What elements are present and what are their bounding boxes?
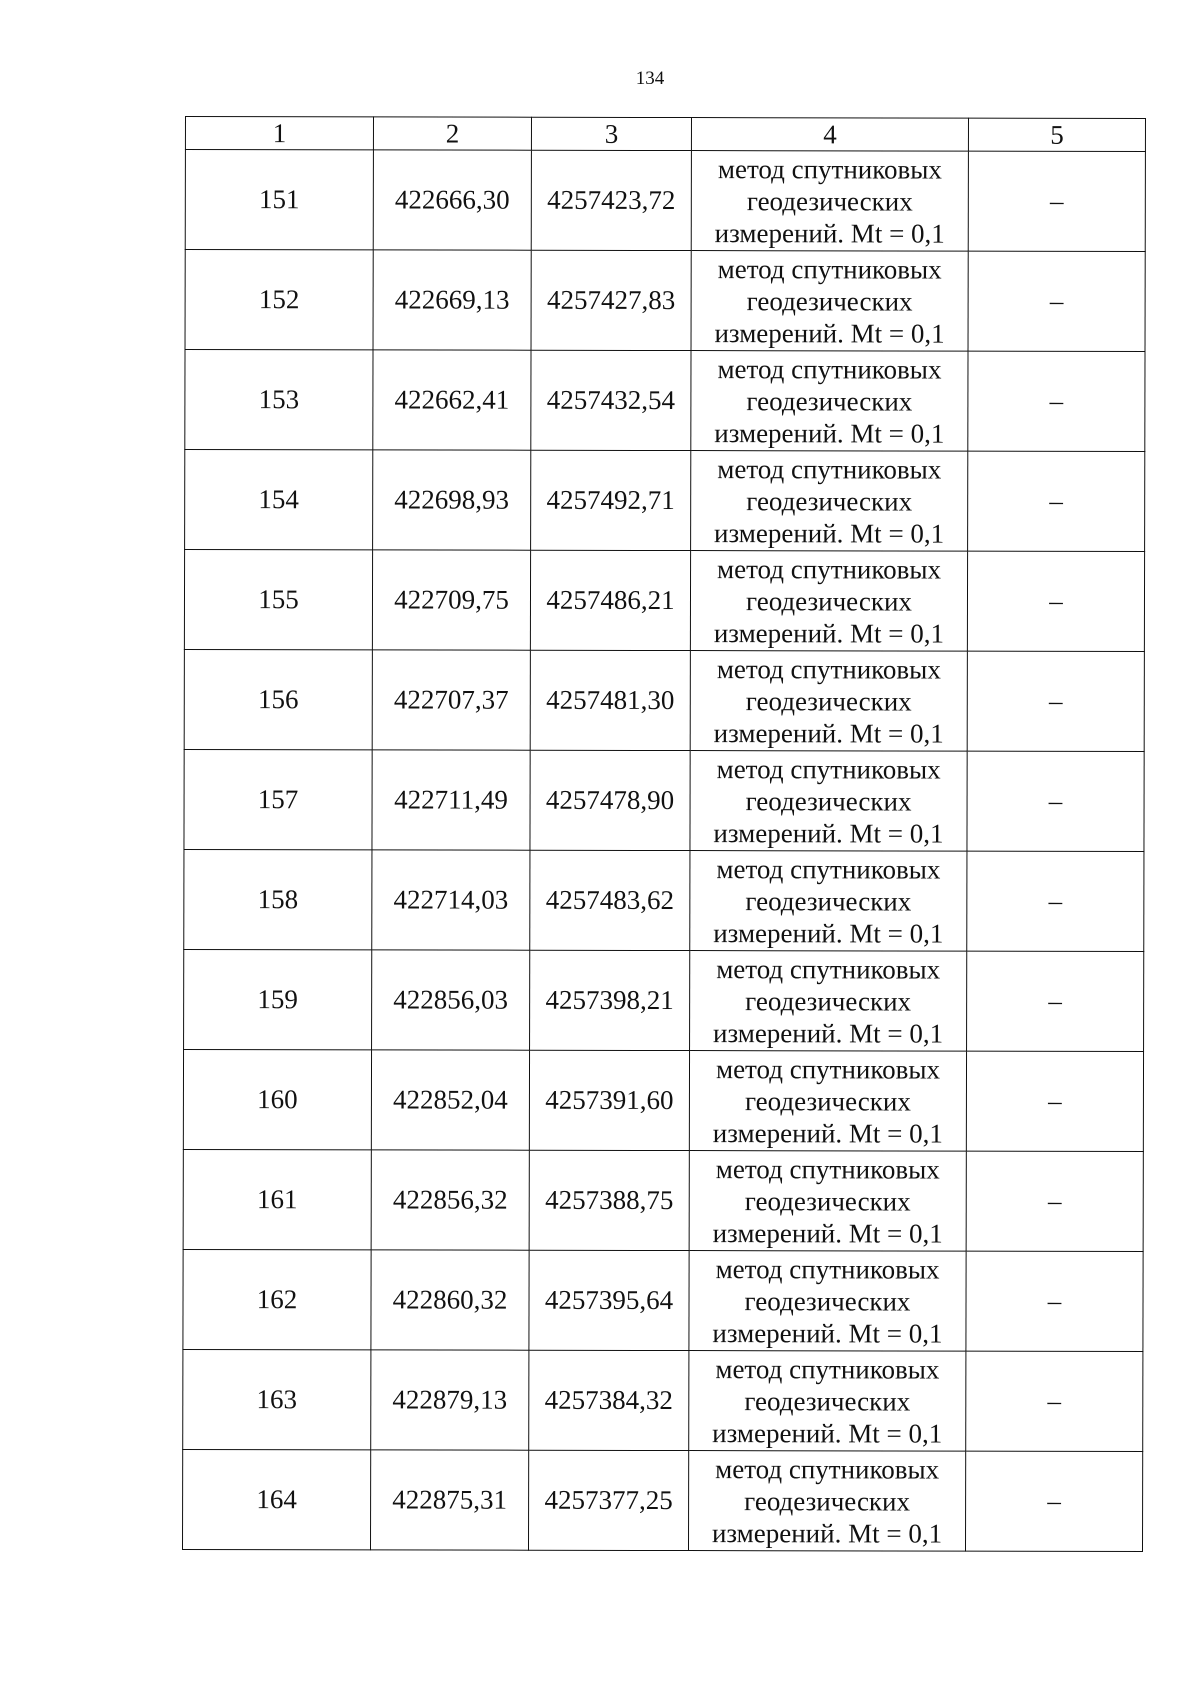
point-number-cell: 154 (185, 450, 373, 550)
note-cell: – (966, 1051, 1143, 1151)
header-cell-1: 1 (185, 117, 373, 150)
point-number-cell: 164 (182, 1449, 370, 1549)
header-cell-5: 5 (968, 118, 1145, 151)
y-coordinate-cell: 4257388,75 (529, 1150, 689, 1250)
method-cell: метод спутниковых геодезических измерений. Mt = 0,1 (691, 451, 968, 552)
note-cell: – (967, 551, 1144, 651)
note-cell: – (967, 651, 1144, 751)
table-row (185, 250, 1145, 352)
coordinates-table (182, 116, 1146, 1552)
table-row (184, 949, 1144, 1051)
x-coordinate-cell: 422662,41 (373, 350, 531, 450)
x-coordinate-cell: 422669,13 (373, 250, 531, 350)
point-number-cell: 158 (184, 849, 372, 949)
point-number-cell: 161 (183, 1149, 371, 1249)
note-cell: – (965, 1451, 1142, 1551)
point-number-cell: 162 (183, 1249, 371, 1349)
method-cell: метод спутниковых геодезических измерений. Mt = 0,1 (689, 1151, 966, 1252)
y-coordinate-cell: 4257486,21 (530, 550, 690, 650)
table-row (185, 450, 1145, 552)
note-cell: – (967, 951, 1144, 1051)
point-number-cell: 157 (184, 749, 372, 849)
y-coordinate-cell: 4257398,21 (530, 950, 690, 1050)
y-coordinate-cell: 4257483,62 (530, 850, 690, 950)
header-cell-3: 3 (531, 117, 691, 150)
y-coordinate-cell: 4257432,54 (531, 350, 691, 450)
point-number-cell: 156 (184, 649, 372, 749)
method-cell: метод спутниковых геодезических измерений. Mt = 0,1 (688, 1451, 965, 1552)
x-coordinate-cell: 422711,49 (372, 750, 530, 850)
y-coordinate-cell: 4257395,64 (529, 1250, 689, 1350)
table-body (182, 150, 1145, 1552)
method-cell: метод спутниковых геодезических измерений. Mt = 0,1 (690, 951, 967, 1052)
method-cell: метод спутниковых геодезических измерений. Mt = 0,1 (691, 351, 968, 452)
table-row (183, 1149, 1143, 1251)
note-cell: – (968, 251, 1145, 351)
page-number: 134 (635, 68, 665, 89)
table-row (184, 649, 1144, 751)
x-coordinate-cell: 422709,75 (372, 550, 530, 650)
x-coordinate-cell: 422860,32 (371, 1250, 529, 1350)
y-coordinate-cell: 4257377,25 (528, 1450, 688, 1550)
x-coordinate-cell: 422875,31 (370, 1450, 528, 1550)
table-row (184, 749, 1144, 851)
note-cell: – (967, 851, 1144, 951)
x-coordinate-cell: 422879,13 (371, 1350, 529, 1450)
point-number-cell: 159 (184, 949, 372, 1049)
y-coordinate-cell: 4257427,83 (531, 250, 691, 350)
method-cell: метод спутниковых геодезических измерений. Mt = 0,1 (689, 1251, 966, 1352)
x-coordinate-cell: 422852,04 (371, 1050, 529, 1150)
table-row (184, 849, 1144, 951)
y-coordinate-cell: 4257478,90 (530, 750, 690, 850)
point-number-cell: 163 (183, 1349, 371, 1449)
y-coordinate-cell: 4257391,60 (529, 1050, 689, 1150)
table-row (185, 150, 1145, 252)
note-cell: – (968, 351, 1145, 451)
header-cell-2: 2 (373, 117, 531, 150)
y-coordinate-cell: 4257481,30 (530, 650, 690, 750)
table-row (183, 1249, 1143, 1351)
point-number-cell: 152 (185, 250, 373, 350)
table-header (185, 117, 1145, 152)
point-number-cell: 155 (184, 550, 372, 650)
method-cell: метод спутниковых геодезических измерений. Mt = 0,1 (690, 751, 967, 852)
x-coordinate-cell: 422698,93 (373, 450, 531, 550)
header-cell-4: 4 (691, 118, 968, 152)
y-coordinate-cell: 4257492,71 (531, 450, 691, 550)
method-cell: метод спутниковых геодезических измерений. Mt = 0,1 (689, 1351, 966, 1452)
point-number-cell: 160 (183, 1049, 371, 1149)
point-number-cell: 151 (185, 150, 373, 250)
x-coordinate-cell: 422856,03 (372, 950, 530, 1050)
header-row (185, 117, 1145, 152)
method-cell: метод спутниковых геодезических измерений. Mt = 0,1 (690, 851, 967, 952)
note-cell: – (966, 1351, 1143, 1451)
method-cell: метод спутниковых геодезических измерений. Mt = 0,1 (689, 1051, 966, 1152)
note-cell: – (968, 151, 1145, 251)
method-cell: метод спутниковых геодезических измерений. Mt = 0,1 (691, 251, 968, 352)
method-cell: метод спутниковых геодезических измерений. Mt = 0,1 (691, 151, 968, 252)
note-cell: – (966, 1251, 1143, 1351)
note-cell: – (967, 751, 1144, 851)
method-cell: метод спутниковых геодезических измерений. Mt = 0,1 (690, 551, 967, 652)
method-cell: метод спутниковых геодезических измерений. Mt = 0,1 (690, 651, 967, 752)
x-coordinate-cell: 422714,03 (372, 850, 530, 950)
x-coordinate-cell: 422666,30 (373, 150, 531, 250)
x-coordinate-cell: 422856,32 (371, 1150, 529, 1250)
table-row (183, 1049, 1143, 1151)
note-cell: – (966, 1151, 1143, 1251)
point-number-cell: 153 (185, 350, 373, 450)
y-coordinate-cell: 4257384,32 (529, 1350, 689, 1450)
table-row (183, 1349, 1143, 1451)
table-row (182, 1449, 1142, 1551)
x-coordinate-cell: 422707,37 (372, 650, 530, 750)
note-cell: – (968, 451, 1145, 551)
table-row (185, 350, 1145, 452)
y-coordinate-cell: 4257423,72 (531, 150, 691, 250)
table-row (184, 550, 1144, 652)
